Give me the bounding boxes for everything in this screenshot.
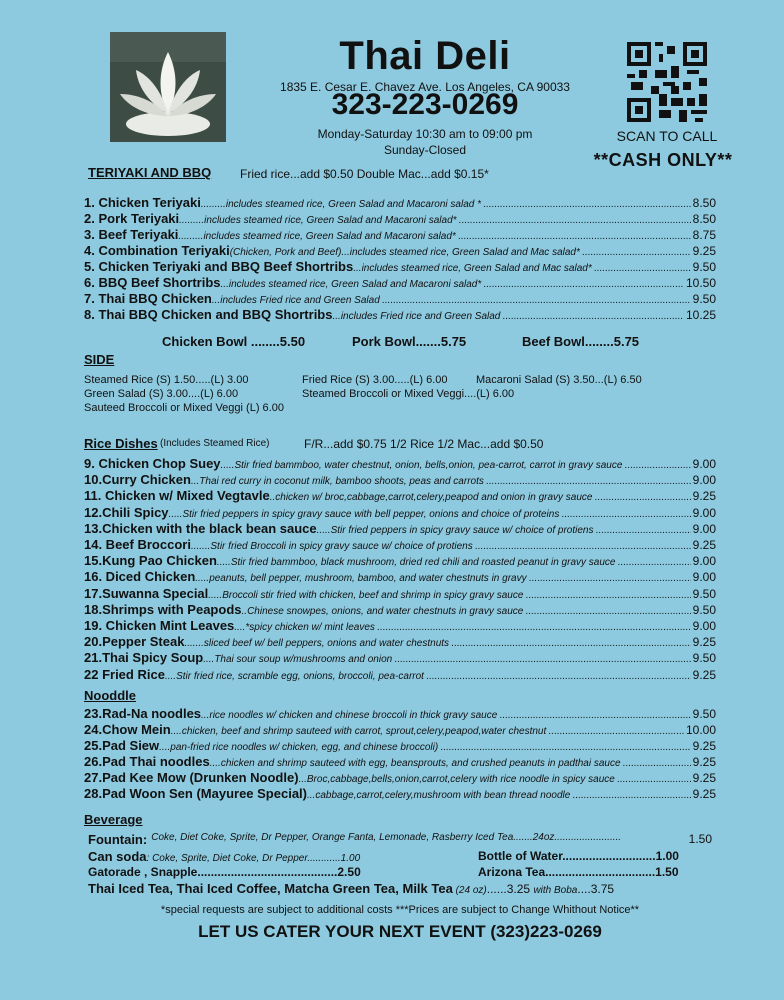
item-price: 8.50 [692,212,716,226]
rice-item-7 [84,553,716,568]
item-description: includes steamed rice, Green Salad and Macaroni salad* [203,231,456,242]
item-separator: .... [234,622,246,633]
item-leader [525,606,690,617]
teriyaki-item-4 [84,243,716,258]
item-price: 9.25 [692,538,716,552]
item-description: chicken w/ broc,cabbage,carrot,celery,peapod and onion in gravy sauce [275,492,593,504]
item-separator: .... [209,758,221,769]
item-name: 25.Pad Siew [84,738,160,753]
item-description: Stir fried bammboo, black mushroom, dried red chili and roasted peanut in gravy sauce [230,557,616,569]
noodle-item-1 [84,706,716,721]
phone-number[interactable]: 323-223-0269 [331,88,519,121]
rice-item-9 [84,586,716,601]
rice-subheading: (Includes Steamed Rice) [160,438,270,449]
rice-item-4 [84,505,716,520]
closed-day: Sunday-Closed [383,143,467,157]
item-name: 3. Beef Teriyaki [84,227,179,242]
teriyaki-item-1 [84,195,716,210]
item-separator: (Chicken, Pork and Beef)... [229,247,350,258]
item-separator: .... [203,654,215,666]
item-leader [382,295,691,306]
side-steamed-broccoli: Steamed Broccoli or Mixed Veggi....(L) 6.00 [302,388,515,400]
item-leader [483,279,684,290]
item-description: sliced beef w/ bell peppers, onions and water chestnuts [203,638,450,650]
item-name: 5. Chicken Teriyaki and BBQ Beef Shortribs [84,259,354,274]
item-price: 9.00 [692,554,716,569]
catering-banner: LET US CATER YOUR NEXT EVENT (323)223-0269 [198,922,602,941]
item-leader [623,758,691,769]
item-price: 9.50 [692,651,716,666]
pork-bowl: Pork Bowl.......5.75 [352,334,467,349]
disclaimer: *special requests are subject to additional costs ***Prices are subject to Change Whithout Notice** [160,904,640,916]
item-price: 9.50 [692,707,716,721]
chicken-bowl: Chicken Bowl ........5.50 [162,334,306,349]
item-name: 12.Chili Spicy [84,504,169,520]
item-name: 9. Chicken Chop Suey [84,456,221,471]
item-separator: ..... [208,589,223,601]
item-price: 9.00 [692,570,716,585]
teriyaki-note: Fried rice...add $0.50 Double Mac...add $0.15* [240,167,489,181]
item-leader [529,573,691,584]
item-leader [548,726,684,737]
thai-tea-label: Thai Iced Tea, Thai Iced Coffee, Matcha Green Tea, Milk Tea [88,881,453,896]
noodle-item-5 [84,770,716,785]
item-price: 8.50 [692,196,716,210]
item-price: 9.00 [692,521,716,536]
rice-item-1 [84,456,716,471]
item-separator: ... [353,263,362,274]
rice-item-2 [84,472,716,487]
item-description: includes steamed rice, Green Salad and Mac salad* [349,247,580,258]
item-price: 9.50 [692,602,716,617]
item-leader [483,199,691,210]
side-green-salad: Green Salad (S) 3.00....(L) 6.00 [84,388,239,400]
item-name: 23.Rad-Na noodles [84,706,202,721]
thai-tea-price: ......3.25 [486,882,534,896]
item-separator: ..... [220,460,235,471]
item-name: 8. Thai BBQ Chicken and BBQ Shortribs [84,307,333,322]
item-name: 4. Combination Teriyaki [84,243,230,258]
item-leader [394,654,690,665]
rice-heading: Rice Dishes [84,436,158,451]
teriyaki-item-7 [84,291,716,306]
item-leader [595,492,691,503]
item-separator: .. [241,605,248,617]
item-description: cabbage,carrot,celery,mushroom with bean thread noodle [315,790,571,801]
item-name: 24.Chow Mein [84,722,171,737]
item-separator: ..... [216,557,231,569]
item-leader [617,557,690,568]
open-hours: Monday-Saturday 10:30 am to 09:00 pm [317,127,533,141]
fountain-desc: Coke, Diet Coke, Sprite, Dr Pepper, Orange Fanta, Lemonade, Rasberry Iced Tea.......24oz........................ [151,832,622,843]
item-name: 7. Thai BBQ Chicken [84,291,212,306]
beef-bowl: Beef Bowl........5.75 [522,334,640,349]
rice-item-13 [84,650,716,665]
item-name: 17.Suwanna Special [84,585,209,601]
item-price: 9.50 [692,292,716,306]
item-name: 13.Chicken with the black bean sauce [84,520,317,536]
item-separator: ... [190,476,200,488]
item-price: 9.25 [692,635,716,650]
rice-item-3 [84,488,716,503]
item-leader [475,541,691,552]
item-description: Stir fried bammboo, water chestnut, onion, bells,onion, pea-carrot, carrot in gravy sauce [234,460,623,471]
side-heading: SIDE [84,352,115,367]
fountain-label: Fountain: [88,832,148,847]
item-price: 9.25 [692,787,716,801]
item-description: Broccoli stir fried with chicken, beef and shrimp in spicy gravy sauce [222,589,524,601]
arizona-tea: Arizona Tea.................................1.50 [478,865,679,879]
qr-code-icon[interactable] [627,42,707,122]
rice-note: F/R...add $0.75 1/2 Rice 1/2 Mac...add $0.50 [304,437,544,451]
rice-item-11 [84,618,716,633]
lotus-image [110,32,226,142]
item-leader [617,774,691,785]
noodle-heading: Nooddle [84,688,136,703]
can-soda-desc: : Coke, Sprite, Diet Coke, Dr Pepper............1.00 [146,853,361,864]
item-leader [624,460,690,471]
noodle-item-3 [84,738,716,753]
item-name: 2. Pork Teriyaki [84,211,180,226]
item-separator: ... [211,295,221,306]
rice-item-12 [84,634,716,649]
item-separator: ... [201,710,210,721]
item-price: 9.25 [692,771,716,785]
item-description: includes Fried rice and Green Salad [220,295,380,306]
item-leader [458,231,691,242]
item-description: Broc,cabbage,bells,onion,carrot,celery with rice noodle in spicy sauce [306,774,615,785]
side-steamed-rice: Steamed Rice (S) 1.50.....(L) 3.00 [84,374,249,386]
boba-price: ....3.75 [577,882,615,896]
fountain-price: 1.50 [688,832,712,846]
item-separator: ....... [190,541,211,552]
rice-item-8 [84,569,716,584]
item-price: 9.25 [692,244,716,258]
item-price: 9.25 [692,739,716,753]
item-separator: .... [164,670,177,682]
item-name: 16. Diced Chicken [84,569,196,585]
item-description: peanuts, bell pepper, mushroom, bamboo, and water chestnuts in gravy [209,573,527,585]
item-price: 9.00 [692,457,716,471]
restaurant-name: Thai Deli [339,34,511,78]
item-name: 27.Pad Kee Mow (Drunken Noodle) [84,770,299,785]
item-separator: ..... [195,573,210,585]
item-name: 10.Curry Chicken [84,472,191,488]
teriyaki-item-3 [84,227,716,242]
item-name: 19. Chicken Mint Leaves [84,618,235,633]
item-description: chicken, beef and shrimp sauteed with carrot, sprout,celery,peapod,water chestnut [181,726,547,737]
side-fried-rice: Fried Rice (S) 3.00.....(L) 6.00 [302,374,448,386]
item-leader [440,742,690,753]
item-description: rice noodles w/ chicken and chinese broccoli in thick gravy sauce [209,710,498,721]
item-leader [451,638,691,649]
teriyaki-heading: TERIYAKI AND BBQ [88,165,212,180]
beverage-heading: Beverage [84,812,143,827]
item-leader [561,509,690,520]
item-separator: ......... [179,215,205,226]
bottle-water: Bottle of Water............................1.00 [478,849,679,863]
item-separator: ......... [178,231,204,242]
item-description: includes steamed rice, Green Salad and Mac salad* [361,263,592,274]
rice-item-6 [84,537,716,552]
item-leader [525,590,690,601]
item-price: 9.00 [692,473,716,488]
item-leader [594,263,691,274]
item-separator: ... [220,279,229,290]
item-price: 10.50 [685,276,716,290]
teriyaki-item-6 [84,275,716,290]
item-leader [459,215,691,226]
item-separator: ... [298,774,307,785]
rice-item-5 [84,521,716,536]
item-leader [502,311,684,322]
item-separator: ..... [168,508,183,520]
item-price: 10.00 [685,723,716,737]
fountain-row [88,832,712,847]
item-description: Thai red curry in coconut milk, bamboo shoots, peas and carrots [199,476,484,488]
item-separator: ..... [316,524,331,536]
gatorade-snapple: Gatorade , Snapple..........................................2.50 [88,865,361,879]
item-price: 9.25 [692,489,716,504]
side-sauteed-broccoli: Sauteed Broccoli or Mixed Veggi (L) 6.00 [84,402,284,414]
item-price: 8.75 [692,228,716,242]
noodle-item-6 [84,786,716,801]
item-name: 18.Shrimps with Peapods [84,601,242,617]
item-price: 9.25 [692,667,716,682]
side-macaroni-salad: Macaroni Salad (S) 3.50...(L) 6.50 [476,374,642,386]
item-description: Stir fried Broccoli in spicy gravy sauce w/ choice of protiens [210,541,473,552]
rice-item-10 [84,602,716,617]
item-leader [486,476,691,487]
item-leader [582,247,691,258]
can-soda-row [88,849,360,864]
thai-tea-row [88,881,614,896]
item-leader [499,710,690,721]
item-separator: ......... [200,199,226,210]
item-description: Stir fried rice, scramble egg, onions, broccoli, pea-carrot [176,670,424,682]
address: 1835 E. Cesar E. Chavez Ave. Los Angeles, CA 90033 [280,80,570,94]
item-description: Chinese snowpes, onions, and water chestnuts in gravy sauce [247,605,524,617]
can-soda-label: Can soda [88,849,147,864]
cash-only: **CASH ONLY** [593,150,733,170]
item-description: includes steamed rice, Green Salad and Macaroni salad* [204,215,457,226]
item-description: includes Fried rice and Green Salad [340,311,501,322]
item-name: 11. Chicken w/ Mixed Vegtavle [84,488,270,504]
item-price: 9.50 [692,586,716,601]
item-description: chicken and shrimp sauteed with egg, beansprouts, and crushed peanuts in padthai sauce [220,758,621,769]
item-name: 28.Pad Woon Sen (Mayuree Special) [84,786,307,801]
noodle-item-2 [84,722,716,737]
item-separator: ....... [184,638,204,650]
boba-note: with Boba [533,885,578,896]
hours [250,126,600,158]
item-name: 20.Pepper Steak [84,634,185,650]
item-name: 14. Beef Broccori [84,537,191,552]
item-description: includes steamed rice, Green Salad and Macaroni salad* [228,279,482,290]
teriyaki-item-2 [84,211,716,226]
item-leader [572,790,690,801]
item-separator: .. [269,492,276,504]
item-name: 26.Pad Thai noodles [84,754,210,769]
scan-to-call: SCAN TO CALL [616,128,718,144]
item-name: 1. Chicken Teriyaki [84,195,201,210]
item-description: *spicy chicken w/ mint leaves [245,622,375,633]
item-separator: ... [307,790,316,801]
item-price: 10.25 [685,308,716,322]
item-price: 9.00 [692,619,716,633]
item-separator: ... [332,311,341,322]
teriyaki-item-5 [84,259,716,274]
item-separator: .... [159,742,171,753]
item-price: 9.50 [692,260,716,274]
item-leader [595,525,690,536]
item-description: Stir fried peppers in spicy gravy sauce w/ choice of protiens [330,524,594,536]
item-description: Thai sour soup w/mushrooms and onion [214,654,393,666]
thai-tea-size: (24 oz) [452,885,487,896]
item-name: 6. BBQ Beef Shortribs [84,275,221,290]
item-description: pan-fried rice noodles w/ chicken, egg, and chinese broccoli) [170,742,439,753]
item-name: 21.Thai Spicy Soup [84,650,204,666]
item-leader [426,671,691,682]
item-price: 9.00 [692,505,716,520]
item-leader [377,622,691,633]
item-description: Stir fried peppers in spicy gravy sauce with bell pepper, onions and choice of proteins [182,508,560,520]
item-name: 15.Kung Pao Chicken [84,553,217,569]
item-description: includes steamed rice, Green Salad and Macaroni salad * [225,199,481,210]
item-separator: .... [170,726,182,737]
teriyaki-item-8 [84,307,716,322]
item-price: 9.25 [692,755,716,769]
rice-item-14 [84,667,716,682]
item-name: 22 Fried Rice [84,666,165,682]
noodle-item-4 [84,754,716,769]
